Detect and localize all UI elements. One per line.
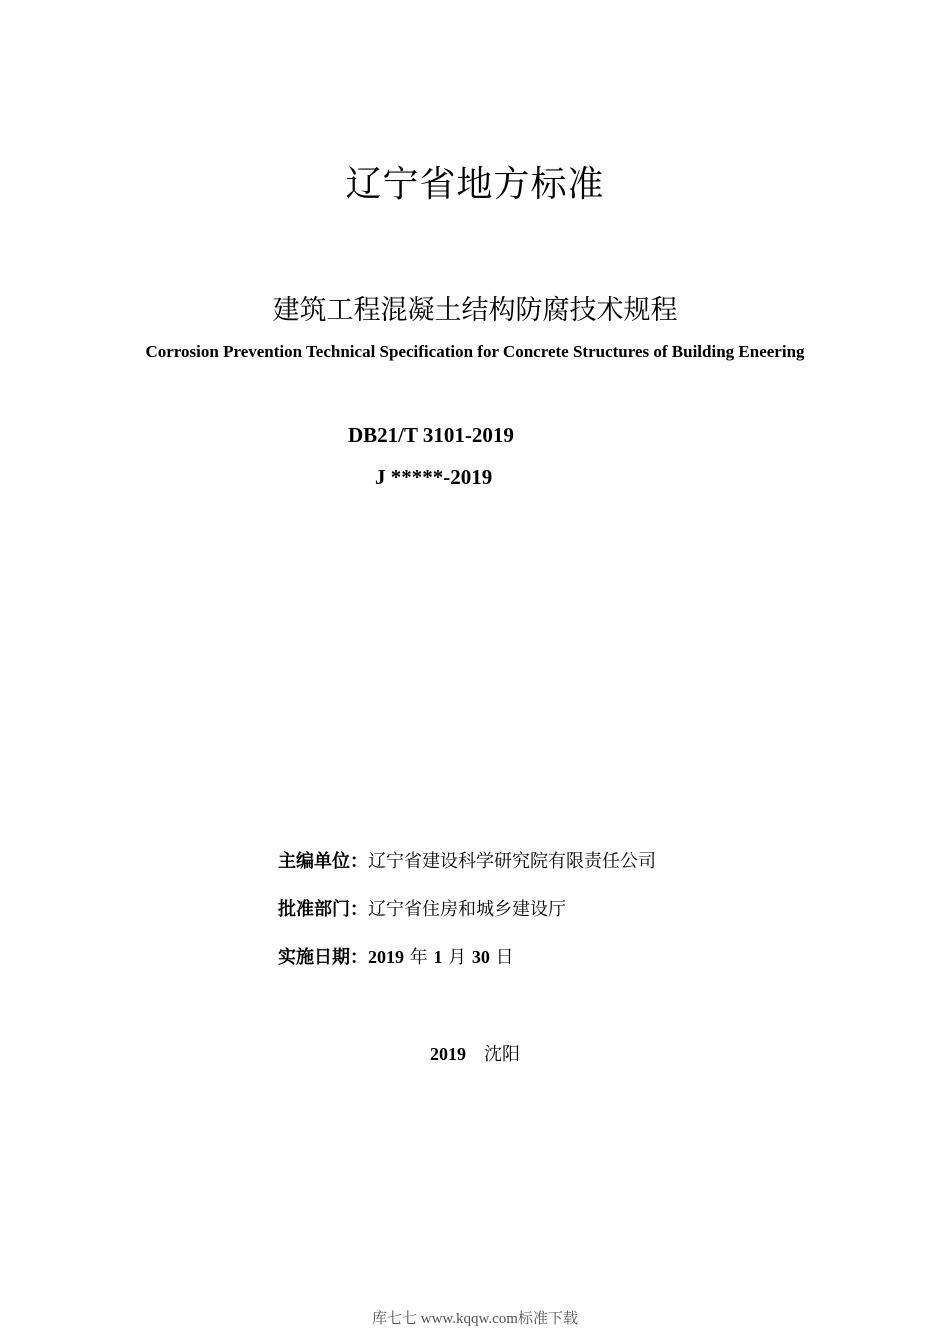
approver-label: 批准部门： xyxy=(278,899,368,920)
record-number: J *****-2019 xyxy=(375,465,493,489)
editor-row xyxy=(278,847,656,873)
implementation-date-row xyxy=(278,943,514,969)
document-title-english: Corrosion Prevention Technical Specification for Concrete Structures of Building Eneering xyxy=(145,342,805,361)
standard-number: DB21/T 3101-2019 xyxy=(348,423,514,447)
date-day-unit: 日 xyxy=(489,947,514,968)
document-title-chinese: 建筑工程混凝土结构防腐技术规程 xyxy=(272,295,678,326)
publication-city: 沈阳 xyxy=(484,1044,520,1065)
publication-year: 2019 xyxy=(430,1044,466,1064)
date-label: 实施日期： xyxy=(278,947,368,968)
approver-value: 辽宁省住房和城乡建设厅 xyxy=(368,899,566,920)
date-month: 1 xyxy=(433,947,443,967)
date-month-unit: 月 xyxy=(442,947,472,968)
date-day: 30 xyxy=(471,947,490,967)
publication-line xyxy=(0,1040,950,1066)
editor-value: 辽宁省建设科学研究院有限责任公司 xyxy=(368,851,656,872)
date-year-unit: 年 xyxy=(404,947,434,968)
approver-row xyxy=(278,895,566,921)
main-title: 辽宁省地方标准 xyxy=(345,164,605,205)
date-year: 2019 xyxy=(368,947,404,967)
editor-label: 主编单位： xyxy=(278,851,368,872)
footer-watermark: 库七七 www.kqqw.com标准下载 xyxy=(372,1311,578,1327)
